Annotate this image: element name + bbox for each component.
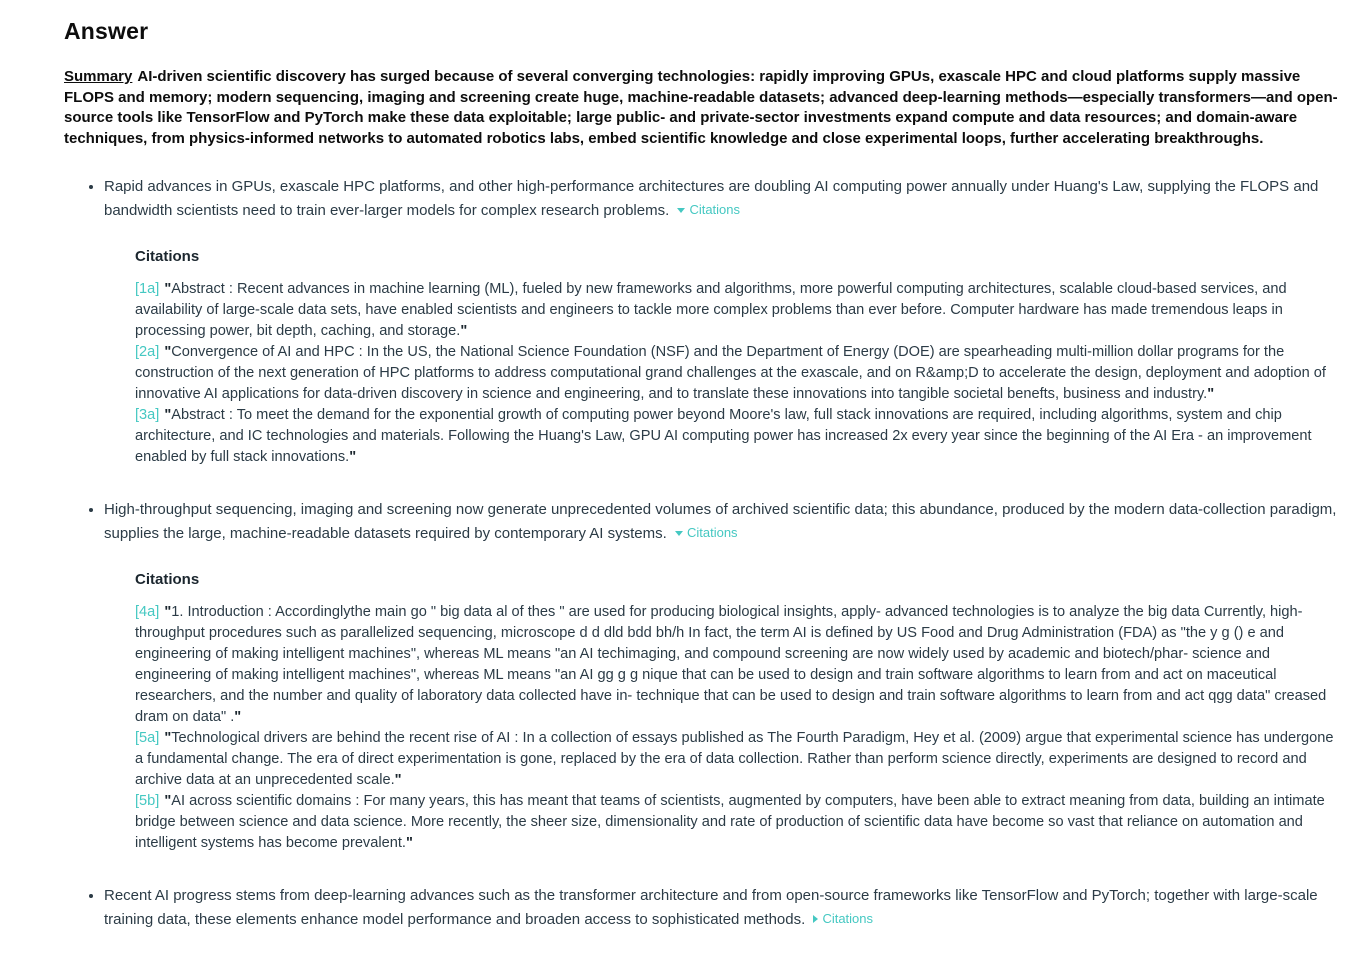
citation-quote: " AI across scientific domains : For many years, this has meant that teams of scientists, augmented by computers, have been able to extract meaning from data, building an intimate bridge between science and data science. More recently, the sheer size, dimensionality and rate of production of scientific data have become so vast that reliance on automation and intelligent systems has become prevalent. " <box>135 793 1325 851</box>
citations-heading: Citations <box>135 571 200 588</box>
citations-toggle-label: Citations <box>689 202 741 217</box>
summary-label: Summary <box>64 68 133 85</box>
citations-block <box>135 245 1343 468</box>
summary-text: AI-driven scientific discovery has surged because of several converging technologies: rapidly improving GPUs, exascale HPC and cloud platforms supply massive FLOPS and memory; modern sequencing, imaging and screening create huge, machine-readable datasets; advanced deep-learning methods—especially transformers—and open-source tools like TensorFlow and PyTorch make these data exploitable; large public- and private-sector investments expand compute and data resources; and domain-aware techniques, from physics-informed networks to automated robotics labs, embed scientific knowledge and close experimental loops, further accelerating breakthroughs. <box>64 68 1338 147</box>
citation-ref[interactable]: [4a] <box>135 604 160 620</box>
citation-quote: " Convergence of AI and HPC : In the US, the National Science Foundation (NSF) and the Department of Energy (DOE) are spearheading multi-million dollar programs for the construction of the next generation of HPC platforms to address computational grand challenges at the exascale, and on R&amp;D to accelerate the design, deployment and adoption of innovative AI applications for data-driven discovery in science and engineering, and to translate these innovations into tangible societal benefts, business and industry. " <box>135 344 1326 402</box>
citation-item <box>135 791 1343 854</box>
citations-toggle-label: Citations <box>822 911 874 926</box>
bullet-text: Rapid advances in GPUs, exascale HPC platforms, and other high-performance architectures are doubling AI computing power annually under Huang's Law, supplying the FLOPS and bandwidth scientists need to train ever-larger models for complex research problems. <box>104 178 1319 219</box>
citation-item <box>135 279 1343 342</box>
list-item <box>104 884 1343 932</box>
list-item <box>104 498 1343 854</box>
citation-ref[interactable]: [5b] <box>135 793 160 809</box>
citation-item <box>135 602 1343 728</box>
citation-quote: " Technological drivers are behind the recent rise of AI : In a collection of essays published as The Fourth Paradigm, Hey et al. (2009) argue that experimental science has undergone a fundamental change. The era of direct experimentation is gone, replaced by the era of data collection. Rather than perform science directly, experiments are designed to record and archive data at an unprecedented scale. " <box>135 730 1333 788</box>
citations-toggle[interactable] <box>675 521 738 545</box>
citations-heading: Citations <box>135 248 200 265</box>
citation-quote: " Abstract : To meet the demand for the exponential growth of computing power beyond Moore's law, full stack innovations are required, including algorithms, system and chip architecture, and IC technologies and materials. Following the Huang's Law, GPU AI computing power has increased 2x every year since the beginning of the AI Era - an improvement enabled by full stack innovations. " <box>135 407 1312 465</box>
page-title: Answer <box>64 18 149 44</box>
citation-item <box>135 342 1343 405</box>
citations-block <box>135 568 1343 854</box>
citations-toggle[interactable] <box>677 198 740 222</box>
citation-quote: " 1. Introduction : Accordinglythe main go " big data al of thes " are used for producing biological insights, apply- advanced technologies is to analyze the big data Currently, high-throughput procedures such as parallelized sequencing, microscope d d dld bdd bh/h In fact, the term AI is defined by US Food and Drug Administration (FDA) as "the y g () e and engineering of making intelligent machines", whereas ML means "an AI techimaging, and compound screening are now widely used by academic and biotech/phar- science and engineering of making intelligent machines", whereas ML means "an AI gg g g nique that can be used to design and train software algorithms to learn from and act on maceutical researchers, and the number and quality of laboratory data collected have in- technique that can be used to design and train software algorithms to learn from and act qgg data" creased dram on data" . " <box>135 604 1326 725</box>
chevron-right-icon <box>813 915 818 923</box>
citation-ref[interactable]: [1a] <box>135 281 160 297</box>
citation-item <box>135 728 1343 791</box>
chevron-down-icon <box>677 208 685 213</box>
citations-toggle[interactable] <box>813 907 873 931</box>
citation-quote: " Abstract : Recent advances in machine learning (ML), fueled by new frameworks and algorithms, more powerful computing architectures, scalable cloud-based services, and availability of large-scale data sets, have enabled scientists and engineers to tackle more complex problems than ever before. Computer hardware has made tremendous leaps in processing power, bit depth, caching, and storage. " <box>135 281 1287 339</box>
citation-item <box>135 405 1343 468</box>
list-item <box>104 175 1343 468</box>
bullet-text: Recent AI progress stems from deep-learning advances such as the transformer architecture and from open-source frameworks like TensorFlow and PyTorch; together with large-scale training data, these elements enhance model performance and broaden access to sophisticated methods. <box>104 887 1318 928</box>
citation-ref[interactable]: [2a] <box>135 344 160 360</box>
chevron-down-icon <box>675 531 683 536</box>
citations-toggle-label: Citations <box>686 525 738 540</box>
citation-ref[interactable]: [3a] <box>135 407 160 423</box>
bullet-text: High-throughput sequencing, imaging and screening now generate unprecedented volumes of archived scientific data; this abundance, produced by the modern data-collection paradigm, supplies the large, machine-readable datasets required by contemporary AI systems. <box>104 501 1337 542</box>
citation-ref[interactable]: [5a] <box>135 730 160 746</box>
key-points-list <box>64 175 1343 932</box>
summary-paragraph <box>64 67 1343 149</box>
